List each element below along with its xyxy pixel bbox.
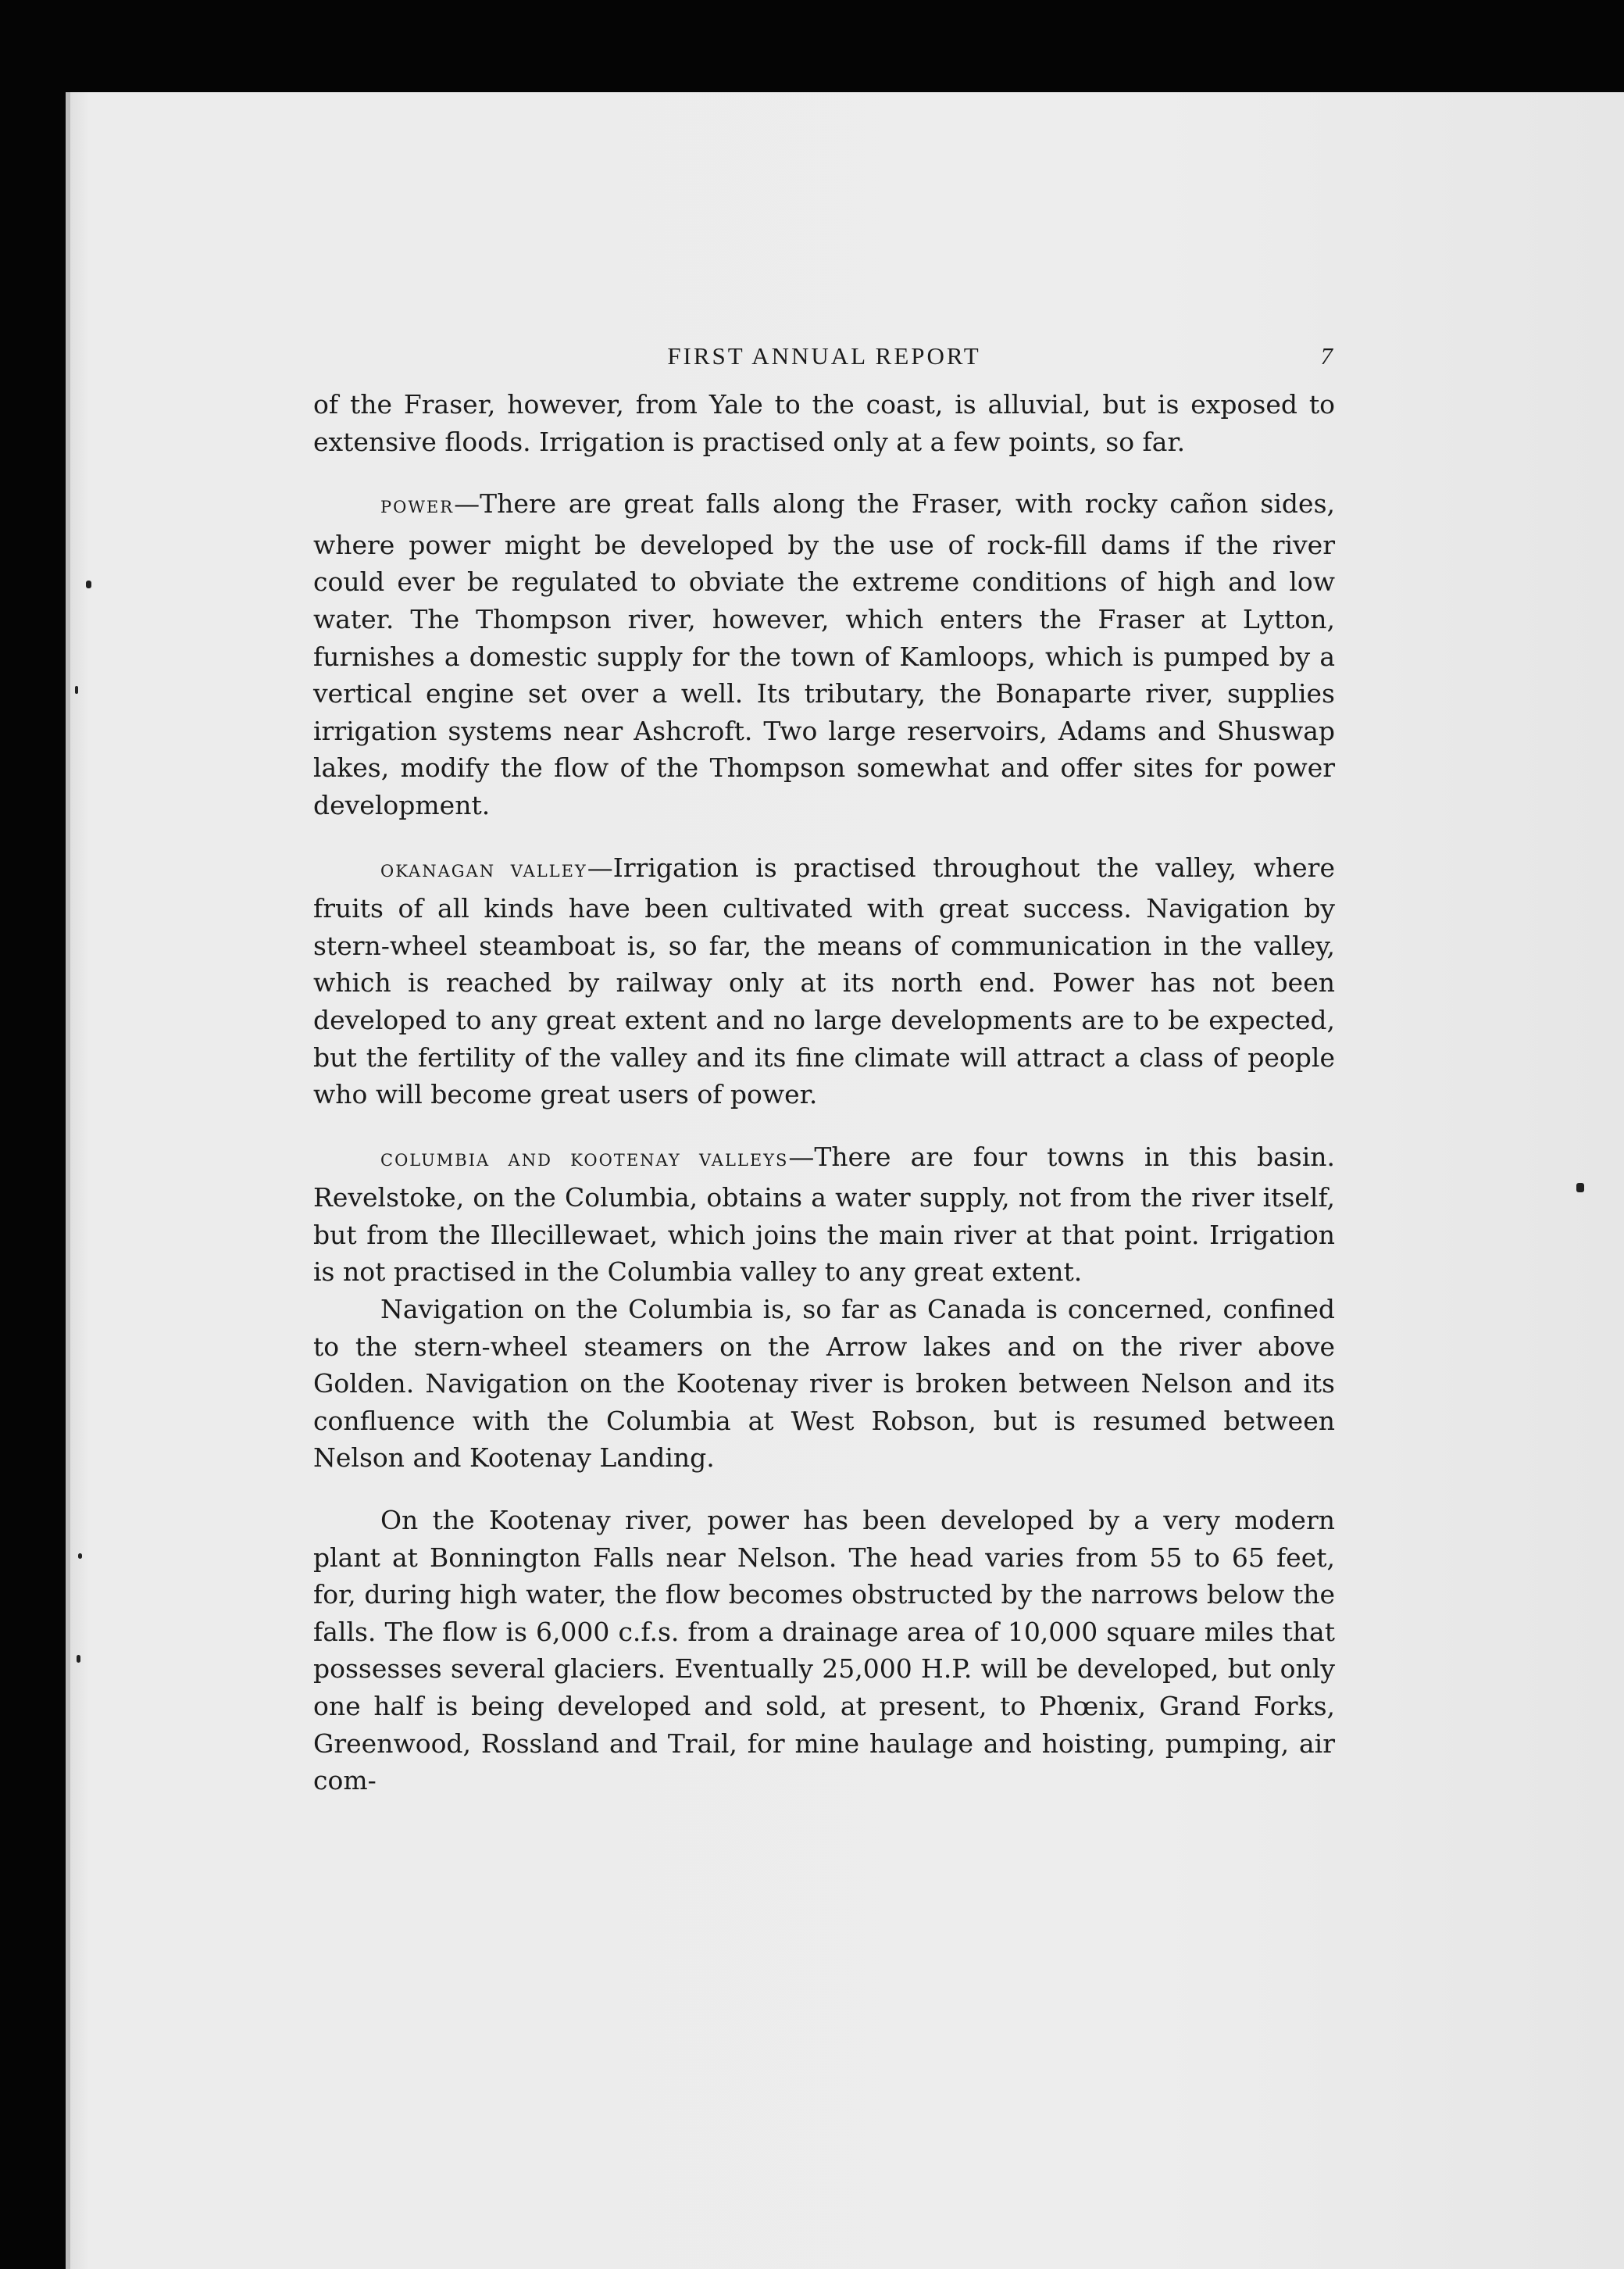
margin-speck	[78, 1553, 82, 1559]
section-heading: OKANAGAN VALLEY	[380, 861, 587, 881]
paragraph	[313, 386, 1335, 460]
paragraph-text: —There are four towns in this basin. Revelstoke, on the Columbia, obtains a water supply, not from the river itself, but from the Illecillewaet, which joins the main river at that point. Irrigation is not practised in the Columbia valley to any great extent.	[313, 1141, 1335, 1288]
margin-speck	[77, 1655, 80, 1663]
page-number: 7	[1320, 342, 1335, 370]
page-binding-edge	[66, 92, 70, 2269]
paragraph-text: —There are great falls along the Fraser, with rocky cañon sides, where power might be developed by the use of rock-fill dams if the river could ever be regulated to obviate the extreme conditions of high and low water. The Thompson river, however, which enters the Fraser at Lytton, furnishes a domestic supply for the town of Kamloops, which is pumped by a vertical engine set over a well. Its tributary, the Bonaparte river, supplies irrigation systems near Ashcroft. Two large reservoirs, Adams and Shuswap lakes, modify the flow of the Thompson somewhat and offer sites for power development.	[313, 488, 1335, 820]
paragraph-power	[313, 485, 1335, 824]
running-title: FIRST ANNUAL REPORT	[667, 342, 981, 370]
running-header	[313, 342, 1335, 386]
paragraph-navigation	[313, 1291, 1335, 1477]
paragraph-text: of the Fraser, however, from Yale to the coast, is alluvial, but is exposed to extensive floods. Irrigation is practised only at a few points, so far.	[313, 389, 1335, 457]
section-heading: POWER	[380, 498, 455, 517]
paragraph-kootenay-power	[313, 1502, 1335, 1799]
paragraph-okanagan	[313, 849, 1335, 1113]
paragraph-text: Navigation on the Columbia is, so far as Canada is concerned, confined to the stern-wheel steamers on the Arrow lakes and on the river above Golden. Navigation on the Kootenay river is broken between Nelson and its confluence with the Columbia at West Robson, but is resumed between Nelson and Kootenay Landing.	[313, 1294, 1335, 1474]
margin-speck	[86, 581, 91, 588]
paragraph-text: On the Kootenay river, power has been developed by a very modern plant at Bonnington Falls near Nelson. The head varies from 55 to 65 feet, for, during high water, the flow becomes obstructed by the narrows below the falls. The flow is 6,000 c.f.s. from a drainage area of 10,000 square miles that possesses several glaciers. Eventually 25,000 H.P. will be developed, but only one half is being developed and sold, at present, to Phœnix, Grand Forks, Greenwood, Rossland and Trail, for mine haulage and hoisting, pumping, air com-	[313, 1505, 1335, 1796]
page-text	[313, 342, 1335, 1799]
margin-speck	[75, 686, 78, 694]
margin-speck	[1576, 1183, 1584, 1192]
paragraph-text: —Irrigation is practised throughout the valley, where fruits of all kinds have been cultivated with great success. Navigation by stern-wheel steamboat is, so far, the means of communication in the valley, which is reached by railway only at its north end. Power has not been developed to any great extent and no large developments are to be expected, but the fertility of the valley and its fine climate will attract a class of people who will become great users of power.	[313, 852, 1335, 1110]
book-page	[66, 92, 1624, 2269]
section-heading: COLUMBIA AND KOOTENAY VALLEYS	[380, 1150, 789, 1170]
paragraph-columbia-kootenay	[313, 1138, 1335, 1291]
